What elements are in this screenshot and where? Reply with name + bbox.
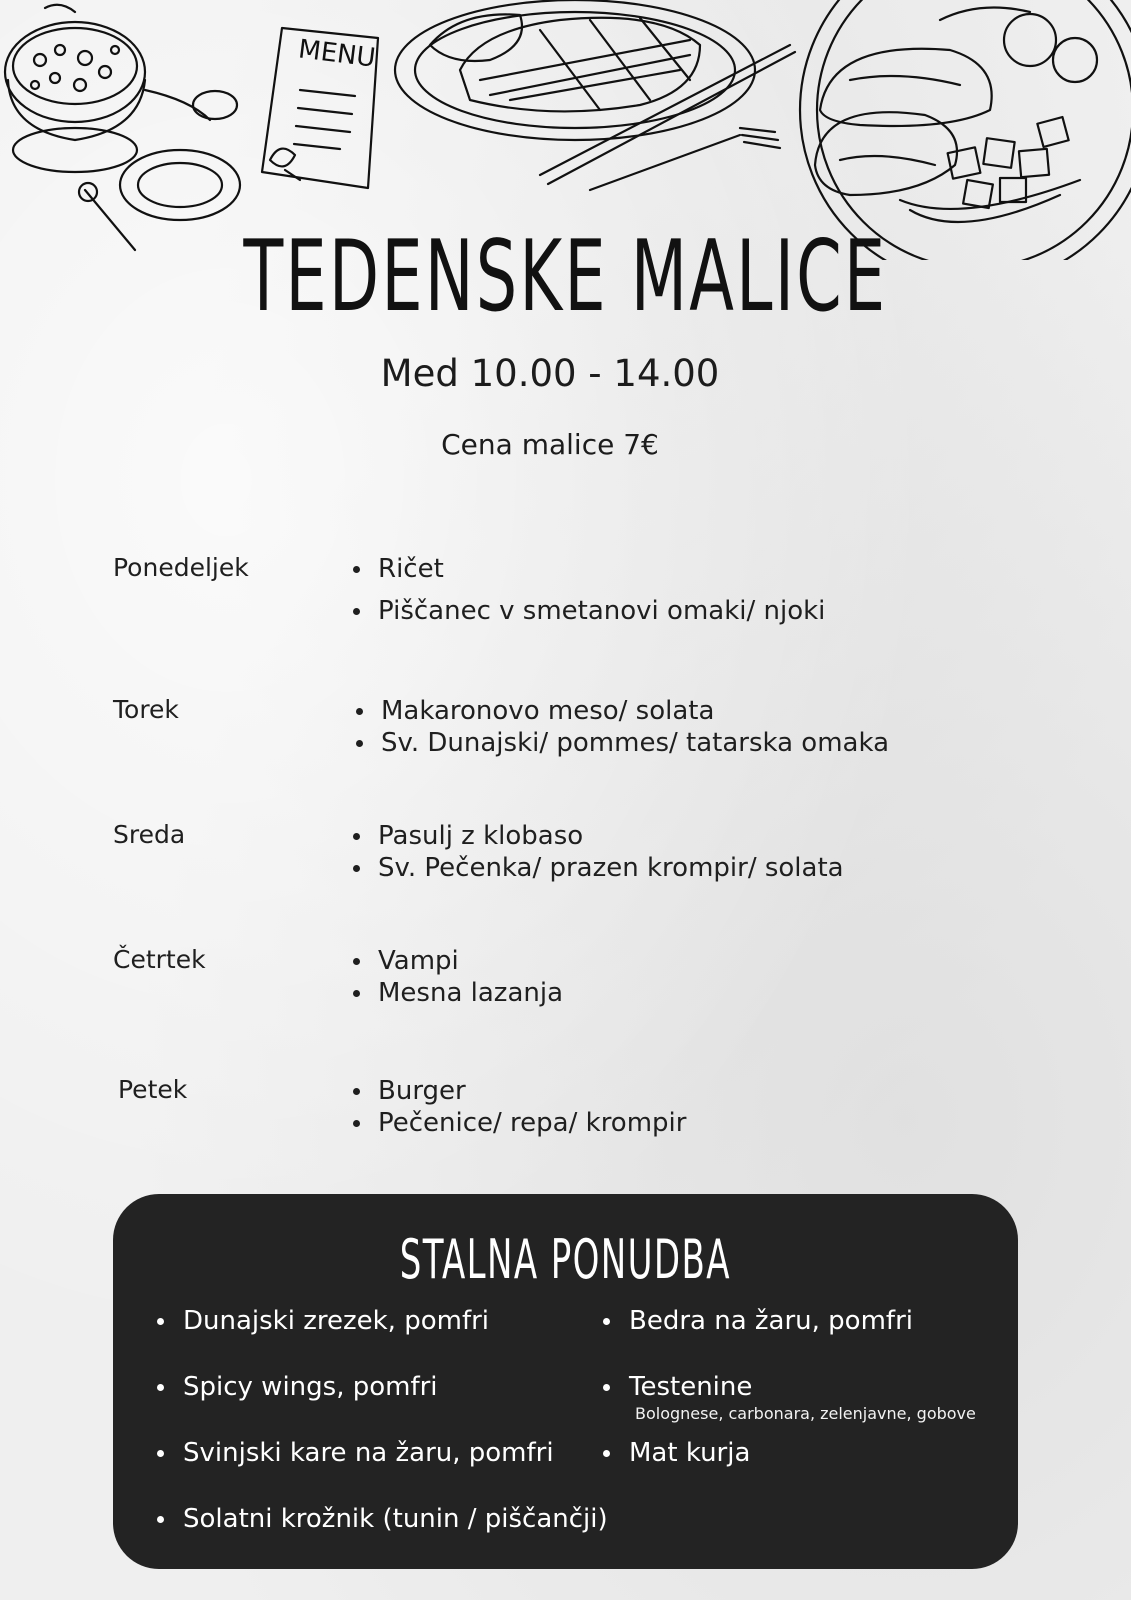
dish-list-petek xyxy=(350,1075,686,1139)
offer-item xyxy=(601,1370,976,1436)
dish-item: Pasulj z klobaso xyxy=(350,820,844,852)
dish-item: Sv. Dunajski/ pommes/ tatarska omaka xyxy=(353,727,889,759)
offer-item-label: Bedra na žaru, pomfri xyxy=(629,1306,913,1336)
permanent-offer-panel xyxy=(113,1194,1018,1569)
dish-list-cetrtek xyxy=(350,945,563,1009)
offer-item-subtext: Bolognese, carbonara, zelenjavne, gobove xyxy=(635,1404,976,1423)
day-label-sreda: Sreda xyxy=(113,820,186,849)
offer-item-label: Testenine xyxy=(629,1372,753,1402)
permanent-offer-left-list xyxy=(155,1304,608,1568)
page-title: TEDENSKE MALICE xyxy=(243,220,888,334)
day-label-petek: Petek xyxy=(118,1075,188,1104)
dish-item: Ričet xyxy=(350,553,825,585)
offer-item: Svinjski kare na žaru, pomfri xyxy=(155,1436,608,1502)
offer-item xyxy=(601,1304,976,1370)
dish-list-sreda xyxy=(350,820,844,884)
steak-plate-icon xyxy=(395,0,795,190)
serving-hours: Med 10.00 - 14.00 xyxy=(380,352,720,395)
offer-item-label: Mat kurja xyxy=(629,1438,751,1468)
dish-item: Piščanec v smetanovi omaki/ njoki xyxy=(350,595,825,627)
lunch-price: Cena malice 7€ xyxy=(441,428,659,461)
offer-item: Spicy wings, pomfri xyxy=(155,1370,608,1436)
soup-pot-icon xyxy=(5,5,240,250)
dish-item: Mesna lazanja xyxy=(350,977,563,1009)
dish-list-torek xyxy=(353,695,889,759)
offer-item: Dunajski zrezek, pomfri xyxy=(155,1304,608,1370)
dish-item: Burger xyxy=(350,1075,686,1107)
offer-item: Solatni krožnik (tunin / piščančji) xyxy=(155,1502,608,1568)
menu-sign-text: MENU xyxy=(296,34,378,74)
dish-item: Vampi xyxy=(350,945,563,977)
offer-item xyxy=(601,1436,976,1502)
day-label-torek: Torek xyxy=(113,695,179,724)
permanent-offer-title: STALNA PONUDBA xyxy=(399,1228,731,1291)
day-label-ponedeljek: Ponedeljek xyxy=(113,553,249,582)
dish-item: Sv. Pečenka/ prazen krompir/ solata xyxy=(350,852,844,884)
dish-item: Pečenice/ repa/ krompir xyxy=(350,1107,686,1139)
dish-item: Makaronovo meso/ solata xyxy=(353,695,889,727)
dish-list-ponedeljek xyxy=(350,553,825,627)
permanent-offer-right-list xyxy=(601,1304,976,1502)
day-label-cetrtek: Četrtek xyxy=(113,945,206,974)
